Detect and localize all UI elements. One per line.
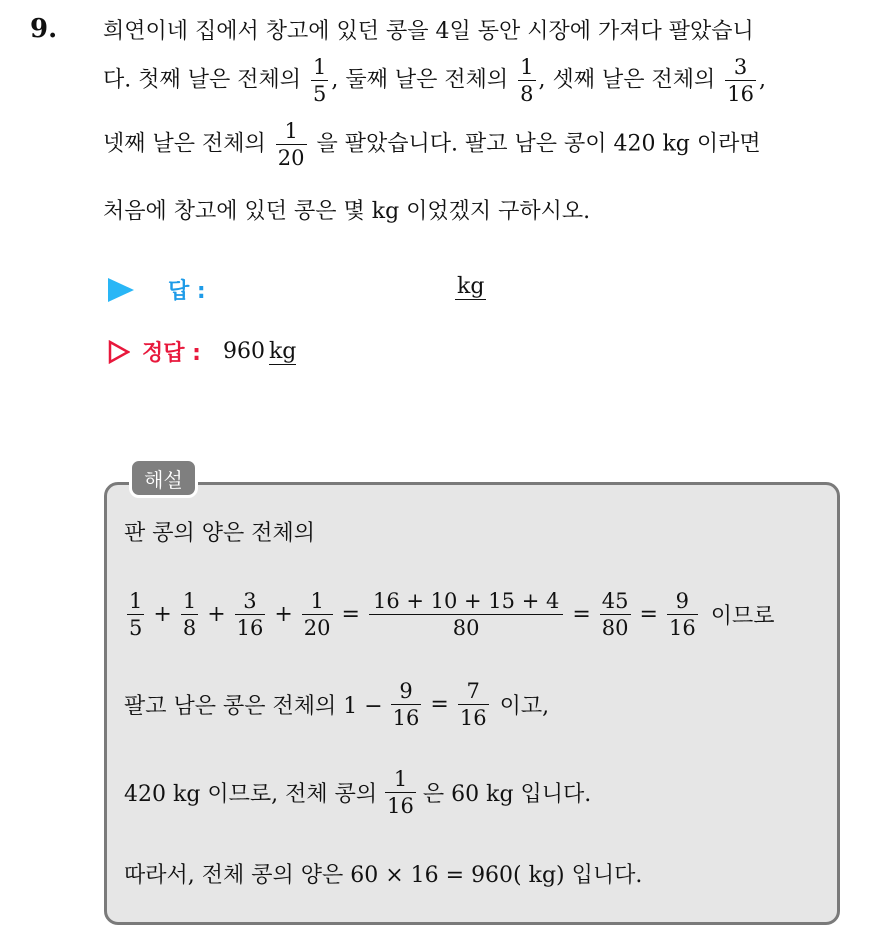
frac-denominator: 16 xyxy=(668,616,696,641)
frac-numerator: 9 xyxy=(667,590,698,615)
frac-denominator: 16 xyxy=(459,706,487,731)
frac-denominator: 16 xyxy=(236,616,264,641)
play-triangle-icon xyxy=(108,278,134,302)
fraction xyxy=(667,590,698,639)
plus-sign: + xyxy=(207,602,226,628)
solution-line-1 xyxy=(124,516,315,547)
solution-text: 팔고 남은 콩은 전체의 1 − xyxy=(124,694,383,720)
correct-answer-unit: kg xyxy=(268,338,297,364)
question-text: 넷째 날은 전체의 xyxy=(103,131,266,157)
solution-text: 이므로 xyxy=(710,604,775,630)
fraction-1-20 xyxy=(276,120,307,169)
frac-numerator: 45 xyxy=(600,590,631,615)
fraction xyxy=(302,590,333,639)
plus-sign: + xyxy=(274,602,293,628)
frac-numerator: 7 xyxy=(458,680,489,705)
equals-sign: = xyxy=(430,692,449,718)
correct-answer-row xyxy=(108,336,296,367)
fraction xyxy=(127,590,144,639)
frac-denominator: 16 xyxy=(727,82,754,107)
frac-numerator: 1 xyxy=(127,590,144,615)
frac-numerator: 1 xyxy=(311,56,328,81)
frac-numerator: 3 xyxy=(725,56,756,81)
frac-denominator: 20 xyxy=(277,146,305,171)
fraction xyxy=(235,590,266,639)
fraction-1-5 xyxy=(311,56,328,105)
solution-text: 이고, xyxy=(499,694,550,720)
question-text: , 둘째 날은 전체의 xyxy=(331,67,509,93)
solution-line-4 xyxy=(124,768,591,817)
equals-sign: = xyxy=(639,602,658,628)
frac-denominator: 16 xyxy=(392,706,420,731)
frac-denominator: 5 xyxy=(129,616,143,641)
question-text: , 셋째 날은 전체의 xyxy=(538,67,716,93)
solution-text: 따라서, 전체 콩의 양은 60 × 16 = 960( kg) 입니다. xyxy=(124,863,643,888)
frac-denominator: 20 xyxy=(303,616,331,641)
question-line-2 xyxy=(103,56,766,105)
question-text: 을 팔았습니다. 팔고 남은 콩이 420 kg 이라면 xyxy=(316,131,761,157)
frac-numerator: 1 xyxy=(181,590,198,615)
solution-tab: 해설 xyxy=(129,458,198,498)
outline-triangle-icon xyxy=(108,340,130,364)
question-text: , xyxy=(758,67,766,93)
correct-answer-value: 960 xyxy=(222,339,265,364)
fraction-3-16 xyxy=(725,56,756,105)
frac-numerator: 1 xyxy=(518,56,535,81)
fraction xyxy=(458,680,489,729)
solution-text: 판 콩의 양은 전체의 xyxy=(124,521,315,546)
question-text: 다. 첫째 날은 전체의 xyxy=(103,67,301,93)
frac-denominator: 16 xyxy=(387,794,414,819)
frac-numerator: 1 xyxy=(385,768,416,793)
frac-numerator: 16 + 10 + 15 + 4 xyxy=(369,590,563,615)
question-line-1: 희연이네 집에서 창고에 있던 콩을 4일 동안 시장에 가져다 팔았습니 xyxy=(103,19,754,44)
fraction xyxy=(600,590,631,639)
answer-label: 답 : xyxy=(168,279,206,304)
frac-numerator: 1 xyxy=(276,120,307,145)
equals-sign: = xyxy=(572,602,591,628)
frac-denominator: 8 xyxy=(182,616,197,641)
frac-numerator: 9 xyxy=(391,680,422,705)
question-line-4: 처음에 창고에 있던 콩은 몇 kg 이었겠지 구하시오. xyxy=(103,199,591,224)
fraction xyxy=(391,680,422,729)
solution-line-5 xyxy=(124,858,642,889)
equals-sign: = xyxy=(341,602,360,628)
correct-answer-label: 정답 : xyxy=(142,341,201,366)
solution-equation xyxy=(124,590,774,639)
frac-denominator: 80 xyxy=(601,616,629,641)
fraction xyxy=(369,590,563,639)
question-number: 9. xyxy=(30,14,58,44)
fraction xyxy=(181,590,198,639)
frac-denominator: 80 xyxy=(452,616,480,641)
answer-unit: kg xyxy=(457,274,485,299)
solution-text: 420 kg 이므로, 전체 콩의 xyxy=(124,782,378,808)
frac-denominator: 5 xyxy=(313,82,327,107)
answer-row xyxy=(108,274,206,305)
question-line-3 xyxy=(103,120,761,169)
frac-numerator: 1 xyxy=(302,590,333,615)
solution-text: 은 60 kg 입니다. xyxy=(422,782,592,808)
fraction-1-8 xyxy=(518,56,535,105)
solution-line-3 xyxy=(124,680,549,729)
plus-sign: + xyxy=(153,602,172,628)
fraction xyxy=(385,768,416,817)
frac-denominator: 8 xyxy=(520,82,534,107)
frac-numerator: 3 xyxy=(235,590,266,615)
